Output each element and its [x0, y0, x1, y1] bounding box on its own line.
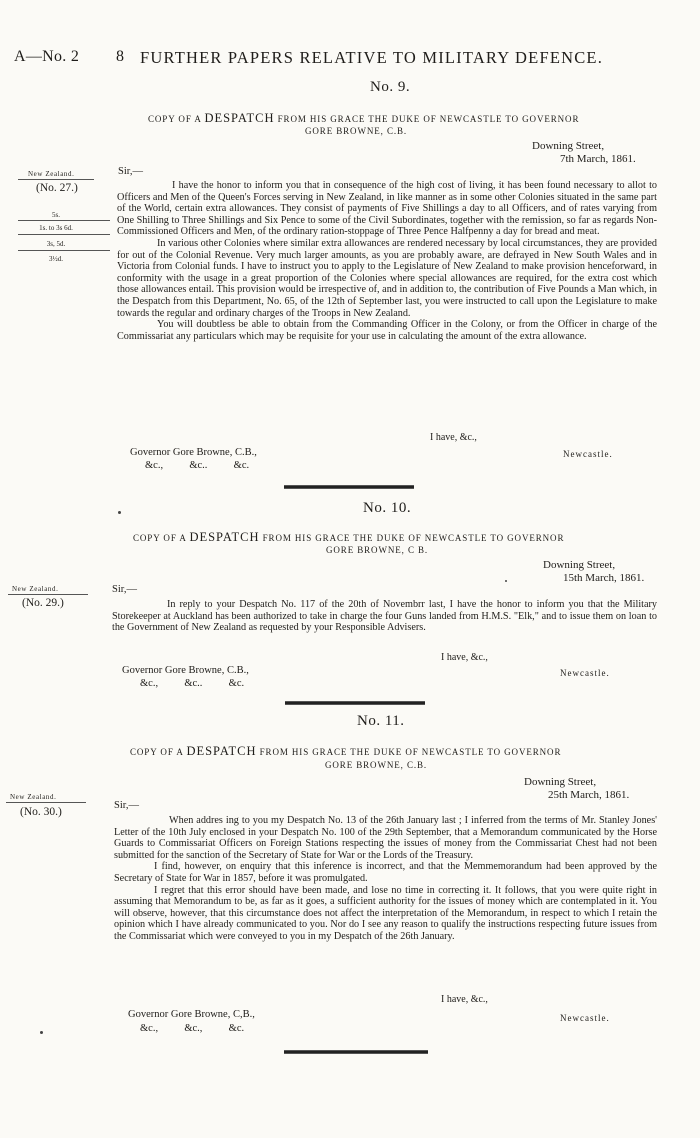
despatch-heading — [148, 111, 579, 126]
closing: I have, &c., — [441, 652, 488, 663]
et-cetera: &c., &c., &c. — [140, 1023, 245, 1034]
addressee: Governor Gore Browne, C.B., — [130, 447, 257, 458]
salutation: Sir,— — [114, 800, 139, 811]
despatch-place: Downing Street, — [543, 559, 616, 571]
despatch-date: 25th March, 1861. — [548, 789, 630, 801]
margin-despatch-number: (No. 30.) — [20, 806, 62, 818]
heading-despatch: DESPATCH — [186, 744, 257, 758]
et-cetera: &c., &c.. &c. — [140, 678, 245, 689]
signature: Newcastle. — [563, 449, 613, 459]
margin-despatch-number: (No. 27.) — [36, 182, 78, 194]
despatch-recipient: GORE BROWNE, C B. — [326, 545, 429, 555]
closing: I have, &c., — [441, 994, 488, 1005]
body-paragraph: In various other Colonies where similar extra allowances are rendered necessary by local circumstances, they are provided for out of the Colonial Revenue. Very much larger amounts, as you are probably aware, are defrayed in New South Wales and in Victoria from Colonial funds. I have to instruct you to apply to the Legislature of New Zealand to make provision henceforward, in conformity with the usage in a great proportion of the Colonies where special allowances are required, for the extra cost which those allowances entail. This provision would be irrespective of, and in addition to, the contribution of Five Pounds a Man which, in the Despatch from this Department, No. 65, of the 12th of September last, you were instructed to call upon the Legislature to make towards the regular and ordinary charges of the Troops in New Zealand. — [117, 237, 657, 319]
heading-prefix: COPY OF A — [148, 114, 205, 124]
margin-rule — [18, 179, 94, 180]
despatch-date: 15th March, 1861. — [563, 572, 645, 584]
despatch-place: Downing Street, — [532, 140, 605, 152]
despatch-body — [117, 180, 657, 342]
despatch-number: No. 9. — [370, 79, 411, 95]
margin-rule — [8, 594, 88, 595]
margin-rule — [6, 802, 86, 803]
salutation: Sir,— — [112, 584, 137, 595]
heading-prefix: COPY OF A — [130, 747, 187, 757]
signature: Newcastle. — [560, 1013, 610, 1023]
heading-suffix: FROM HIS GRACE THE DUKE OF NEWCASTLE TO GOVERNOR — [259, 533, 565, 543]
heading-despatch: DESPATCH — [204, 111, 275, 125]
margin-amount: 1s. to 3s 6d. — [39, 224, 73, 232]
despatch-number: No. 11. — [357, 713, 405, 729]
addressee: Governor Gore Browne, C,B., — [128, 1009, 255, 1020]
heading-despatch: DESPATCH — [189, 530, 260, 544]
page-number: 8 — [116, 48, 124, 65]
print-mark — [40, 1031, 43, 1034]
despatch-heading — [130, 744, 561, 759]
margin-amount: 3s, 5d. — [46, 240, 66, 248]
margin-rule — [18, 220, 110, 221]
despatch-recipient: GORE BROWNE, C.B. — [325, 760, 428, 770]
margin-amount: 3½d. — [49, 255, 63, 263]
despatch-number: No. 10. — [363, 500, 412, 516]
print-mark — [505, 580, 507, 582]
body-paragraph: When addres ing to you my Despatch No. 13 of the 26th January last ; I inferred from the terms of Mr. Stanley Jones' Letter of the 10th July enclosed in your Despatch No. 100 of the 29th September, that a Memorandum communicated by the Horse Guards to Commissariat Officers on Foreign Stations respecting the issues of money from the Commissariat Chest had not been submitted for the sanction of the Secretary of State for War or the Lords of the Treasury. — [114, 815, 657, 861]
margin-colony: New Zealand. — [10, 793, 57, 801]
despatch-body — [114, 815, 657, 943]
signature: Newcastle. — [560, 668, 610, 678]
margin-colony: New Zealand. — [28, 170, 75, 178]
section-divider — [284, 485, 414, 489]
margin-rule — [18, 234, 110, 235]
margin-amount: 5s. — [52, 211, 60, 219]
salutation: Sir,— — [118, 166, 143, 177]
et-cetera: &c., &c.. &c. — [145, 460, 250, 471]
closing: I have, &c., — [430, 432, 477, 443]
despatch-heading — [133, 530, 564, 545]
despatch-recipient: GORE BROWNE, C.B. — [305, 126, 408, 136]
document-reference: A—No. 2 — [14, 48, 80, 65]
margin-rule — [18, 250, 110, 251]
heading-prefix: COPY OF A — [133, 533, 190, 543]
print-mark — [118, 511, 121, 514]
body-paragraph: I find, however, on enquiry that this inference is incorrect, and that the Memmemorandum had been approved by the Secretary of State for War in 1857, before it was promulgated. — [114, 861, 657, 884]
heading-suffix: FROM HIS GRACE THE DUKE OF NEWCASTLE TO GOVERNOR — [274, 114, 580, 124]
section-divider — [285, 701, 425, 705]
body-paragraph: In reply to your Despatch No. 117 of the 20th of Novembrr last, I have the honor to inform you that the Military Storekeeper at Auckland has been authorized to take in charge the four Guns landed from H.M.S. "Elk," and to issue them on loan to the Government of New Zealand as requested by your Responsible Advisers. — [112, 599, 657, 634]
despatch-date: 7th March, 1861. — [560, 153, 636, 165]
margin-colony: New Zealand. — [12, 585, 59, 593]
heading-suffix: FROM HIS GRACE THE DUKE OF NEWCASTLE TO GOVERNOR — [256, 747, 562, 757]
body-paragraph: I have the honor to inform you that in consequence of the high cost of living, it has been found necessary to allot to Officers and Men of the Queen's Forces serving in New Zealand, in like manner as in some other Colonies situated in the same part of the World, certain extra allowances. They consist of payments of Five Shillings a day to all Officers, and of rates varying from One Shilling to Three Shillings and Six Pence to some of the Civil Subordinates, together with the remission, so far as regards Non-Commissioned Officers and Men, of the ordinary ration-stoppage of Three Pence Halfpenny a day for bread and meat. — [117, 180, 657, 238]
page-title: FURTHER PAPERS RELATIVE TO MILITARY DEFENCE. — [140, 48, 604, 67]
margin-despatch-number: (No. 29.) — [22, 597, 64, 609]
despatch-body — [112, 599, 657, 634]
body-paragraph: I regret that this error should have been made, and lose no time in correcting it. It follows, that you were quite right in assuming that Memorandum to be, as far as it goes, a sufficient authority for the issues of money which are contemplated in it. You will observe, however, that this circumstance does not affect the interpretation of the Memorandum, in respect to which I retain the opinion which I have already communicated to you. Nor do I see any reason to qualify the instructions respecting future issues from the Commissariat which were conveyed to you in my Despatch of the 26th January. — [114, 884, 657, 942]
body-paragraph: You will doubtless be able to obtain from the Commanding Officer in the Colony, or from the Officer in charge of the Commissariat any particulars which may be requisite for your use in calculating the amount of the extra allowance. — [117, 319, 657, 342]
addressee: Governor Gore Browne, C.B., — [122, 665, 249, 676]
despatch-place: Downing Street, — [524, 776, 597, 788]
section-divider — [284, 1050, 428, 1054]
